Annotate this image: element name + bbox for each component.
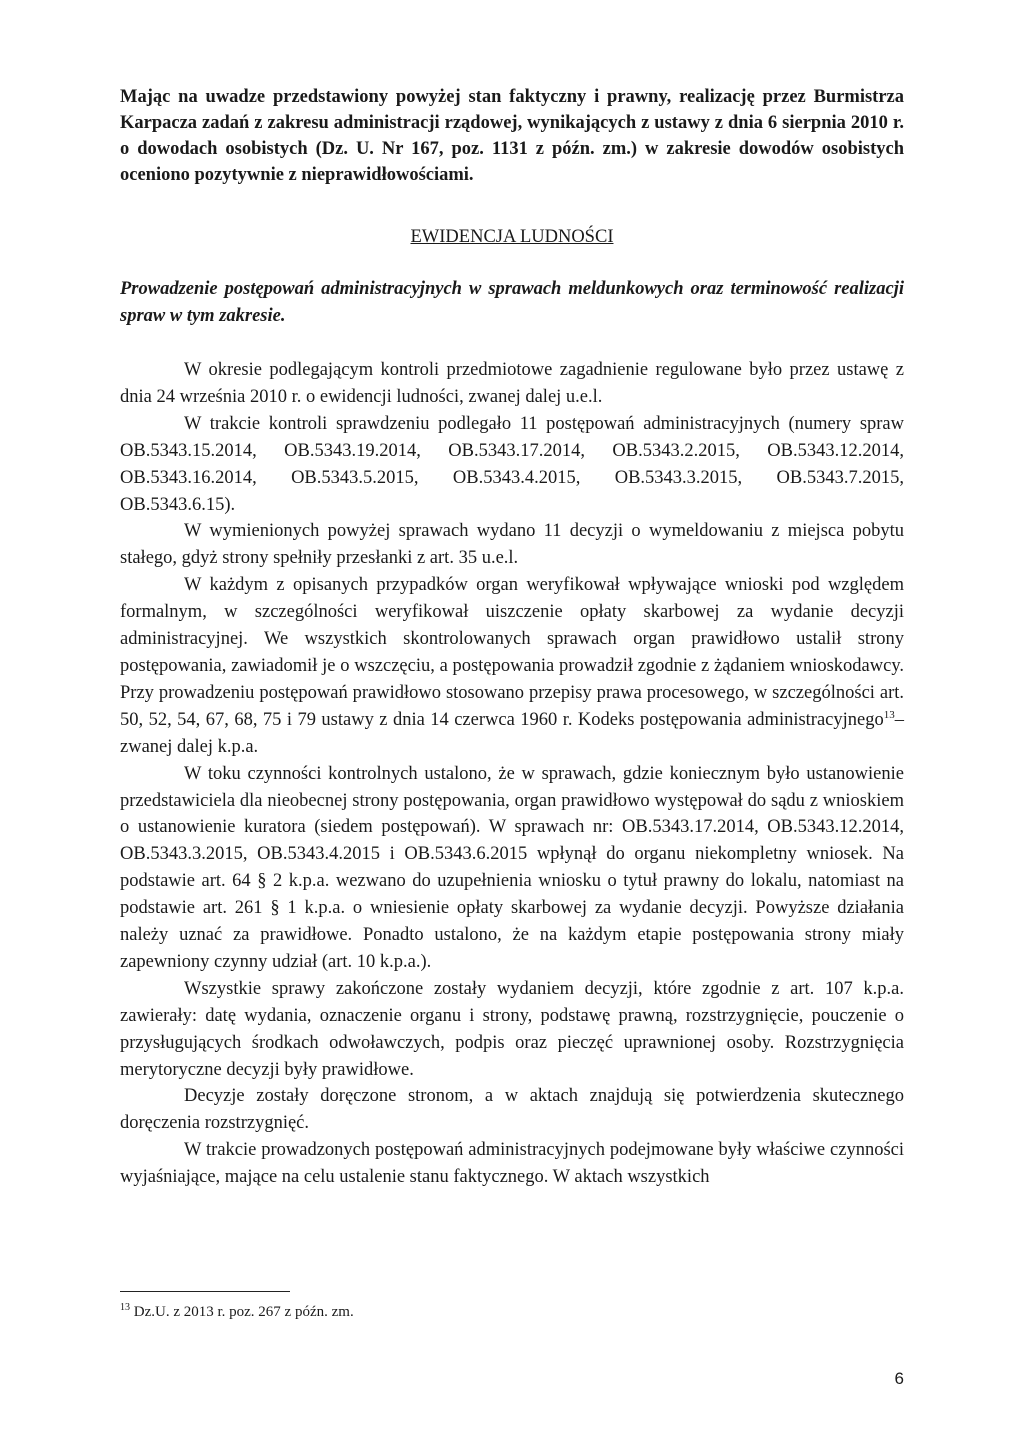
footnote [120, 1302, 354, 1322]
footnote-text: Dz.U. z 2013 r. poz. 267 z późn. zm. [133, 1304, 354, 1320]
section-title: EWIDENCJA LUDNOŚCI [410, 227, 614, 247]
paragraph-decision-contents: Wszystkie sprawy zakończone zostały wydaniem decyzji, które zgodnie z art. 107 k.p.a. zawierały: datę wydania, oznaczenie organu i strony, podstawę prawną, rozstrzygnięcie, pouczenie o przysługujących środkach odwoławczych, podpis oraz pieczęć uprawnionej osoby. Rozstrzygnięcia merytoryczne decyzji były prawidłowe. [120, 978, 904, 1080]
paragraph-verification-text: W każdym z opisanych przypadków organ weryfikował wpływające wnioski pod względem formalnym, w szczególności weryfikował uiszczenie opłaty skarbowej za wydanie decyzji administracyjnej. We wszystkich skontrolowanych sprawach organ prawidłowo ustalił strony postępowania, zawiadomił je o wszczęciu, a postępowania prowadził zgodnie z żądaniem wnioskodawcy. Przy prowadzeniu postępowań prawidłowo stosowano przepisy prawa procesowego, w szczególności art. 50, 52, 54, 67, 68, 75 i 79 ustawy z dnia 14 czerwca 1960 r. Kodeks postępowania administracyjnego [120, 575, 904, 730]
paragraph-case-numbers: W trakcie kontroli sprawdzeniu podlegało 11 postępowań administracyjnych (numery spraw OB.5343.15.2014, OB.5343.19.2014, OB.5343.17.2014, OB.5343.2.2015, OB.5343.12.2014, OB.5343.16.2014, OB.5343.5.2015, OB.5343.4.2015, OB.5343.3.2015, OB.5343.7.2015, OB.5343.6.15). [120, 413, 904, 515]
footnote-reference: 13 [883, 708, 895, 721]
footnote-divider [120, 1291, 290, 1292]
body-text [120, 357, 904, 1191]
document-page [120, 84, 904, 1191]
paragraph-findings: W toku czynności kontrolnych ustalono, że w sprawach, gdzie koniecznym było ustanowienie przedstawiciela dla nieobecnej strony postępowania, organ prawidłowo występował do sądu z wnioskiem o ustanowienie kuratora (siedem postępowań). W sprawach nr: OB.5343.17.2014, OB.5343.12.2014, OB.5343.3.2015, OB.5343.4.2015 i OB.5343.6.2015 wpłynął do organu niekompletny wniosek. Na podstawie art. 64 § 2 k.p.a. wezwano do uzupełnienia wniosku o tytuł prawny do lokalu, natomiast na podstawie art. 261 § 1 k.p.a. o wniesienie opłaty skarbowej za wydanie decyzji. Powyższe działania należy uznać za prawidłowe. Ponadto ustalono, że na każdym etapie postępowania strony miały zapewniony czynny udział (art. 10 k.p.a.). [120, 763, 904, 972]
footnote-number: 13 [120, 1302, 130, 1313]
page-number: 6 [894, 1369, 904, 1388]
summary-paragraph: Mając na uwadze przedstawiony powyżej stan faktyczny i prawny, realizację przez Burmistrza Karpacza zadań z zakresu administracji rządowej, wynikających z ustawy z dnia 6 sierpnia 2010 r. o dowodach osobistych (Dz. U. Nr 167, poz. 1131 z późn. zm.) w zakresie dowodów osobistych oceniono pozytywnie z nieprawidłowościami. [120, 87, 904, 185]
paragraph-explanatory-actions: W trakcie prowadzonych postępowań administracyjnych podejmowane były właściwe czynności wyjaśniające, mające na celu ustalenie stanu faktycznego. W aktach wszystkich [120, 1140, 904, 1188]
paragraph-verification-tail: – zwanej dalej k.p.a. [120, 709, 904, 757]
paragraph-decisions: W wymienionych powyżej sprawach wydano 11 decyzji o wymeldowaniu z miejsca pobytu stałego, gdyż strony spełniły przesłanki z art. 35 u.e.l. [120, 521, 904, 569]
subsection-title: Prowadzenie postępowań administracyjnych w sprawach meldunkowych oraz terminowość realizacji spraw w tym zakresie. [120, 279, 904, 326]
paragraph-verification [120, 572, 904, 760]
paragraph-legal-basis: W okresie podlegającym kontroli przedmiotowe zagadnienie regulowane było przez ustawę z dnia 24 września 2010 r. o ewidencji ludności, zwanej dalej u.e.l. [120, 360, 904, 407]
paragraph-delivery: Decyzje zostały doręczone stronom, a w aktach znajdują się potwierdzenia skutecznego doręczenia rozstrzygnięć. [120, 1086, 904, 1134]
